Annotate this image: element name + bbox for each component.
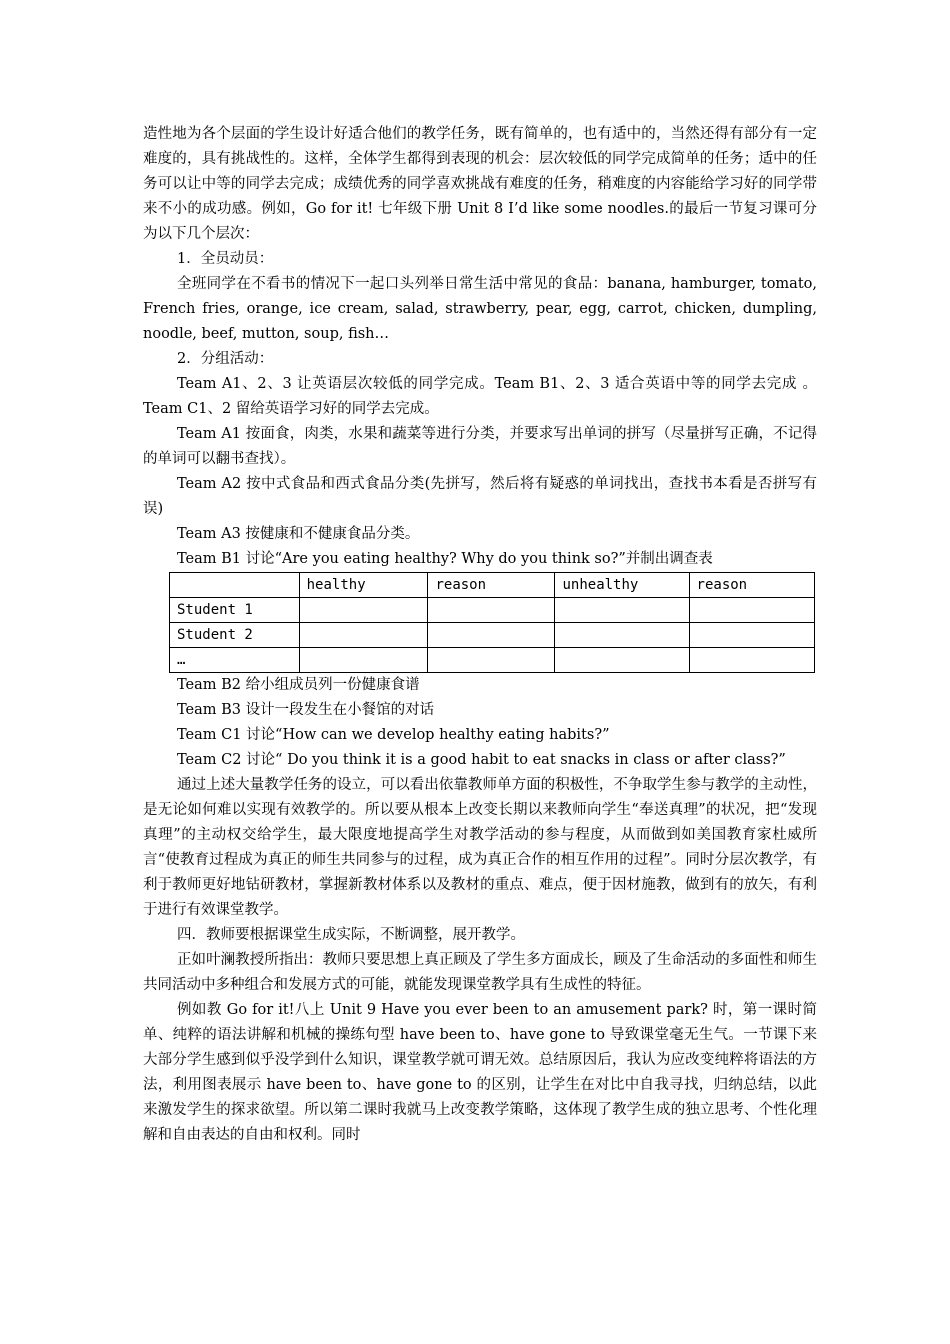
paragraph: 通过上述大量教学任务的设立，可以看出依靠教师单方面的积极性，不争取学生参与教学的主动性，是无论如何难以实现有效教学的。所以要从根本上改变长期以来教师向学生“奉送真理”的状况，把“发现真理”的主动权交给学生，最大限度地提高学生对教学活动的参与程度，从而做到如美国教育家杜威所言“使教育过程成为真正的师生共同参与的过程，成为真正合作的相互作用的过程”。同时分层次教学，有利于教师更好地钻研教材，掌握新教材体系以及教材的重点、难点，便于因材施教，做到有的放矢，有利于进行有效课堂教学。 <box>143 777 817 918</box>
table-cell <box>428 598 555 623</box>
paragraph: Team B2 给小组成员列一份健康食谱 <box>177 677 420 693</box>
paragraph: Team A1 按面食，肉类，水果和蔬菜等进行分类，并要求写出单词的拼写（尽量拼写正确，不记得的单词可以翻书查找）。 <box>143 426 817 467</box>
table-cell <box>299 648 428 673</box>
table-header-cell: reason <box>428 573 555 598</box>
table-cell <box>689 623 814 648</box>
paragraph: 全班同学在不看书的情况下一起口头列举日常生活中常见的食品：banana, hamburger, tomato, French fries, orange, ice cream, salad, strawberry, pear, egg, carrot, chicken, dumpling, noodle, beef, mutton, soup, fish… <box>143 276 817 342</box>
table-cell <box>555 598 689 623</box>
table-cell <box>299 598 428 623</box>
paragraph: Team C1 讨论“How can we develop healthy eating habits?” <box>177 727 610 743</box>
table-cell: Student 1 <box>170 598 300 623</box>
table-cell: … <box>170 648 300 673</box>
paragraphs-bottom <box>143 673 817 1148</box>
table-header-cell: reason <box>689 573 814 598</box>
table-row <box>170 623 815 648</box>
paragraph: Team B3 设计一段发生在小餐馆的对话 <box>177 702 435 718</box>
paragraph: Team C2 讨论“ Do you think it is a good habit to eat snacks in class or after class?” <box>177 752 786 768</box>
survey-table <box>169 572 815 673</box>
table-cell <box>299 623 428 648</box>
paragraph: 1．全员动员： <box>177 251 274 267</box>
paragraph: Team A2 按中式食品和西式食品分类(先拼写，然后将有疑惑的单词找出，查找书本看是否拼写有误) <box>143 476 817 517</box>
table-header-row <box>170 573 815 598</box>
table-cell <box>428 623 555 648</box>
paragraph: 四．教师要根据课堂生成实际，不断调整，展开教学。 <box>177 927 525 943</box>
table-cell <box>689 648 814 673</box>
table-cell <box>428 648 555 673</box>
table-row <box>170 648 815 673</box>
table-header-cell: healthy <box>299 573 428 598</box>
table-cell <box>689 598 814 623</box>
table-cell: Student 2 <box>170 623 300 648</box>
table-row <box>170 598 815 623</box>
paragraph: Team A3 按健康和不健康食品分类。 <box>177 526 420 542</box>
table-header-cell: unhealthy <box>555 573 689 598</box>
paragraph: 造性地为各个层面的学生设计好适合他们的教学任务，既有简单的，也有适中的，当然还得有部分有一定难度的，具有挑战性的。这样，全体学生都得到表现的机会：层次较低的同学完成简单的任务；适中的任务可以让中等的同学去完成；成绩优秀的同学喜欢挑战有难度的任务，稍难度的内容能给学习好的同学带来不小的成功感。例如，Go for it! 七年级下册 Unit 8 I’d like some noodles.的最后一节复习课可分为以下几个层次： <box>143 126 817 242</box>
paragraph: Team A1、2、3 让英语层次较低的同学完成。Team B1、2、3 适合英语中等的同学去完成 。Team C1、2 留给英语学习好的同学去完成。 <box>143 376 817 417</box>
table-cell <box>555 648 689 673</box>
table-cell <box>555 623 689 648</box>
paragraph: Team B1 讨论“Are you eating healthy? Why do you think so?”并制出调查表 <box>177 551 713 567</box>
paragraphs-top <box>143 122 817 572</box>
paragraph: 例如教 Go for it!八上 Unit 9 Have you ever been to an amusement park? 时，第一课时简单、纯粹的语法讲解和机械的操练句型 have been to、have gone to 导致课堂毫无生气。一节课下来大部分学生感到似乎没学到什么知识，课堂教学就可谓无效。总结原因后，我认为应改变纯粹将语法的方法，利用图表展示 have been to、have gone to 的区别，让学生在对比中自我寻找，归纳总结，以此来激发学生的探求欲望。所以第二课时我就马上改变教学策略，这体现了教学生成的独立思考、个性化理解和自由表达的自由和权利。同时 <box>143 1002 817 1143</box>
paragraph: 2．分组活动： <box>177 351 274 367</box>
table-header-cell <box>170 573 300 598</box>
paragraph: 正如叶澜教授所指出：教师只要思想上真正顾及了学生多方面成长，顾及了生命活动的多面性和师生共同活动中多种组合和发展方式的可能，就能发现课堂教学具有生成性的特征。 <box>143 952 817 993</box>
document-page <box>143 122 817 1148</box>
